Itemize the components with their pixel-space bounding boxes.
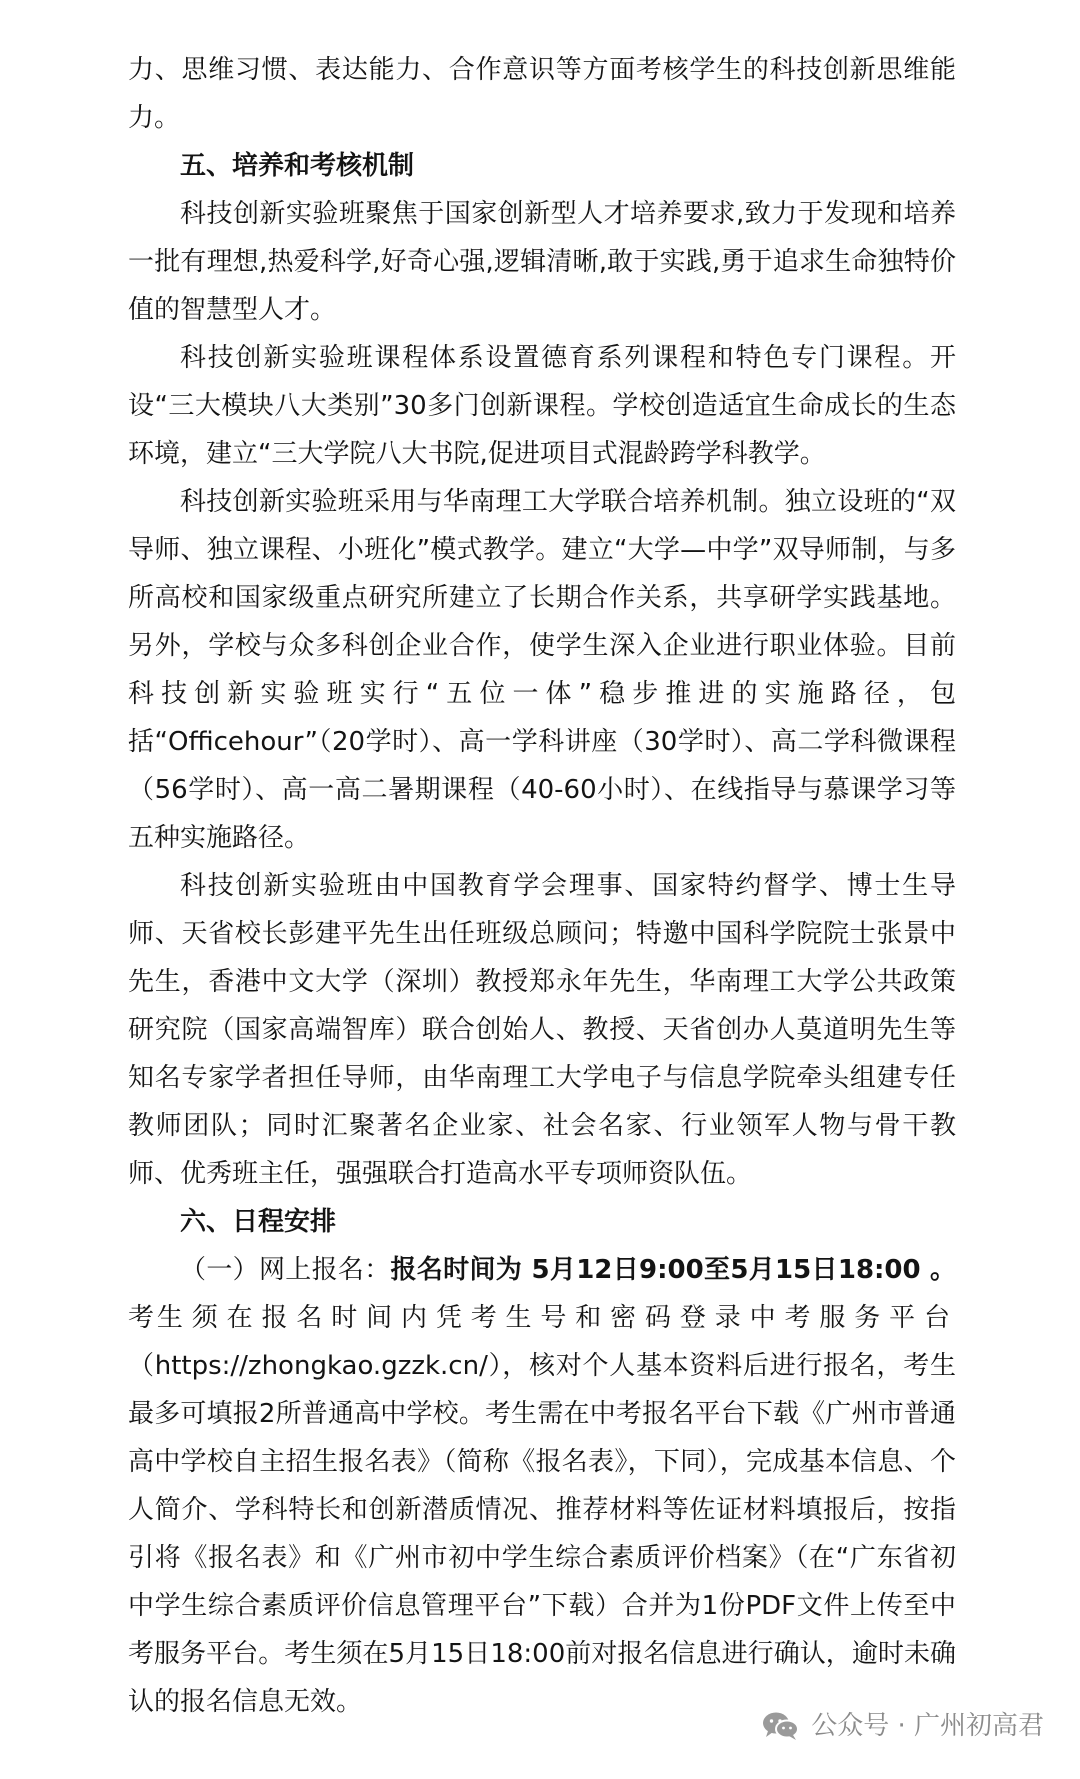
wechat-icon: [761, 1710, 801, 1742]
section-heading-6: 六、日程安排: [180, 1207, 337, 1237]
paragraph-curriculum: 科技创新实验班课程体系设置德育系列课程和特色专门课程。开设“三大模块八大类别”30多门创新课程。学校创造适宜生命成长的生态环境，建立“三大学院八大书院,促进项目式混龄跨学科教学。: [128, 343, 956, 469]
registration-text-b: 生须在报名时间内凭考生号和密码登录中考服务平台: [156, 1303, 956, 1333]
registration-label: （一）网上报名：: [180, 1255, 391, 1285]
document-body: [128, 46, 956, 1726]
paragraph-joint-training: 科技创新实验班采用与华南理工大学联合培养机制。独立设班的“双导师、独立课程、小班化”模式教学。建立“大学—中学”双导师制，与多所高校和国家级重点研究所建立了长期合作关系，共享研学实践基地。另外，学校与众多科创企业合作，使学生深入企业进行职业体验。目前科技创新实验班实行“五位一体”稳步推进的实施路径，包括“Officehour”（20学时）、高一学科讲座（30学时）、高二学科微课程（56学时）、高一高二暑期课程（40-60小时）、在线指导与慕课学习等五种实施路径。: [128, 487, 956, 853]
registration-time: 报名时间为 5月12日9:00至5月15日18:00 。: [390, 1255, 956, 1285]
paragraph-faculty: 科技创新实验班由中国教育学会理事、国家特约督学、博士生导师、天省校长彭建平先生出任班级总顾问；特邀中国科学院院士张景中先生，香港中文大学（深圳）教授郑永年先生，华南理工大学公共政策研究院（国家高端智库）联合创始人、教授、天省创办人莫道明先生等知名专家学者担任导师，由华南理工大学电子与信息学院牵头组建专任教师团队；同时汇聚著名企业家、社会名家、行业领军人物与骨干教师、优秀班主任，强强联合打造高水平专项师资队伍。: [128, 871, 956, 1189]
watermark-text: 公众号 · 广州初高君: [811, 1711, 1044, 1741]
paragraph-continued: 力、思维习惯、表达能力、合作意识等方面考核学生的科技创新思维能力。: [128, 55, 956, 133]
registration-text-a: 考: [128, 1303, 157, 1333]
section-heading-5: 五、培养和考核机制: [180, 151, 415, 181]
paragraph-training-goal: 科技创新实验班聚焦于国家创新型人才培养要求,致力于发现和培养一批有理想,热爱科学,好奇心强,逻辑清晰,敢于实践,勇于追求生命独特价值的智慧型人才。: [128, 199, 956, 325]
wechat-watermark: [761, 1706, 1044, 1746]
registration-text-c: （https://zhongkao.gzzk.cn/），核对个人基本资料后进行报名，考生最多可填报2所普通高中学校。考生需在中考报名平台下载《广州市普通高中学校自主招生报名表》（简称《报名表》，下同），完成基本信息、个人简介、学科特长和创新潜质情况、推荐材料等佐证材料填报后，按指引将《报名表》和《广州市初中学生综合素质评价档案》（在“广东省初中学生综合素质评价信息管理平台”下载）合并为1份PDF文件上传至中考服务平台。考生须在5月15日18:00前对报名信息进行确认，逾时未确认的报名信息无效。: [128, 1351, 956, 1717]
paragraph-online-registration: [128, 1246, 956, 1726]
